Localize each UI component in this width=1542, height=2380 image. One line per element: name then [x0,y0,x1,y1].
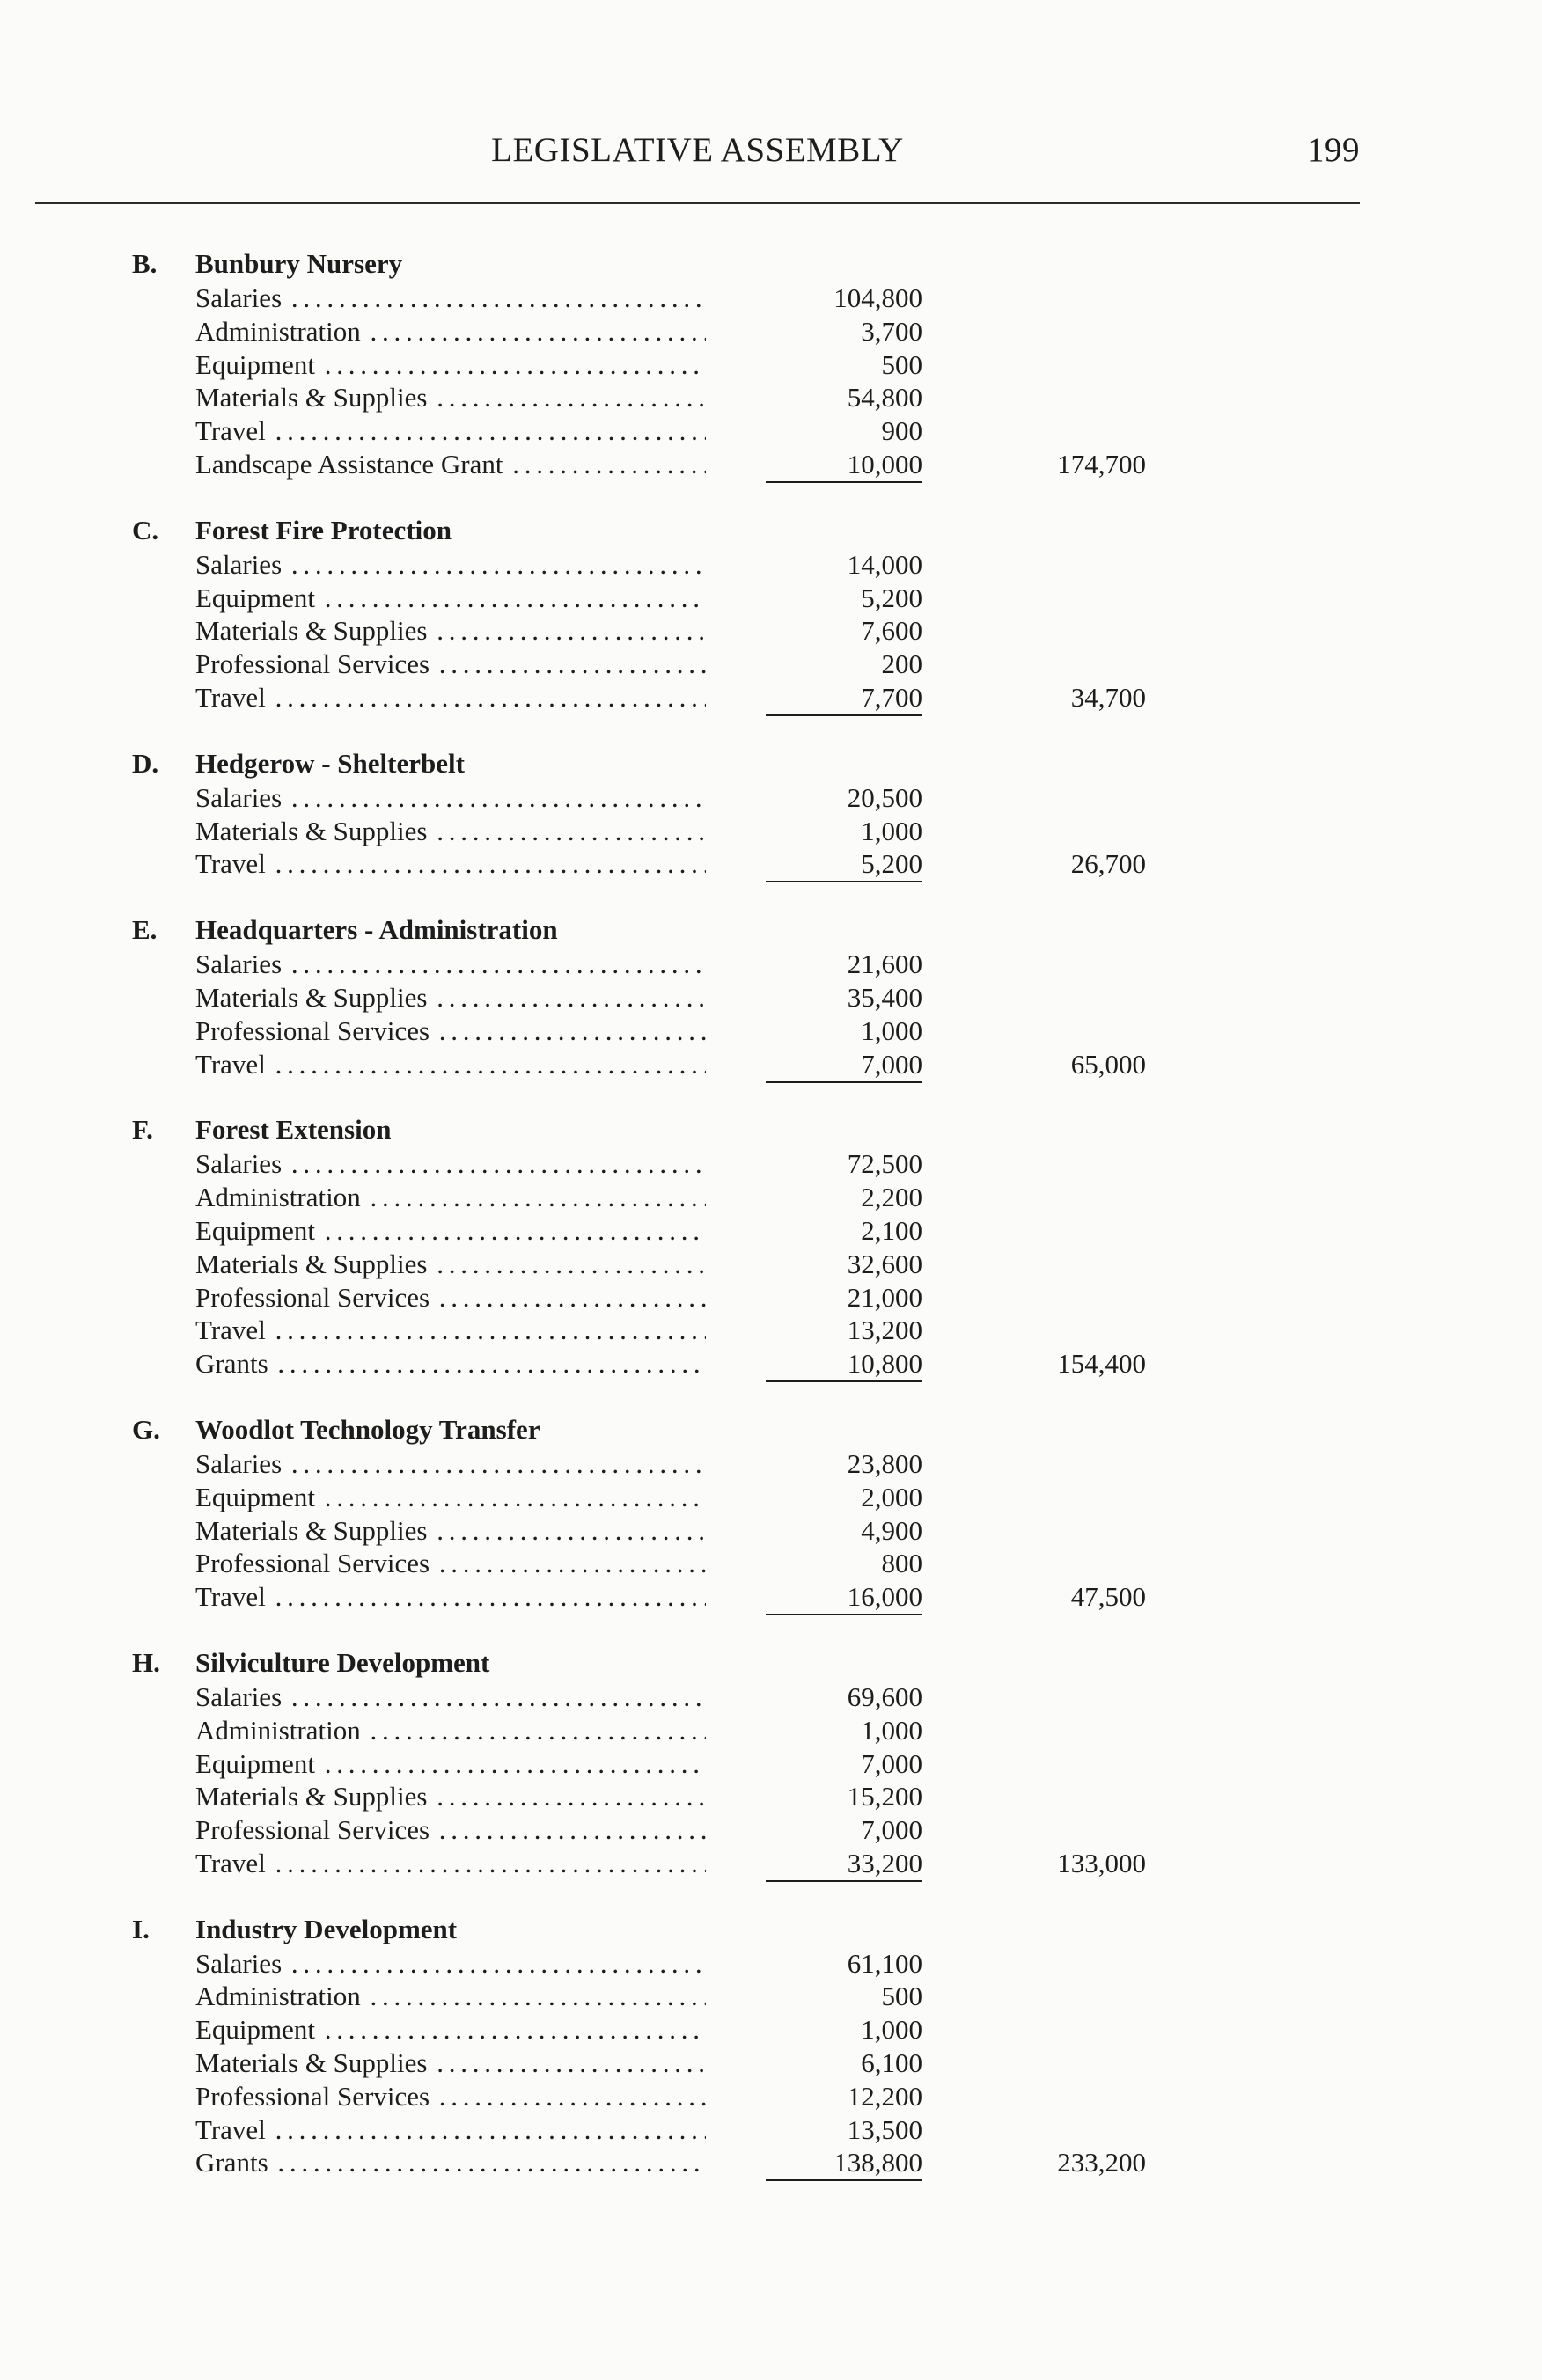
item-amount-value: 72,500 [847,1148,922,1180]
item-amount-value: 20,500 [847,781,922,813]
line-item [0,1214,1542,1248]
section-title: Silviculture Development [195,1646,490,1678]
budget-section [0,911,1542,1080]
item-label: Professional Services . . . [195,2080,706,2113]
section-heading [0,1110,1542,1147]
item-amount [766,1347,922,1382]
estimates-list [0,245,1542,2209]
budget-section [0,1910,1542,2180]
item-amount-value: 7,000 [861,1814,922,1846]
item-amount [766,448,922,483]
section-total: 154,400 [1057,1348,1146,1380]
item-amount-value: 138,800 [766,2148,922,2181]
item-label: Materials & Supplies . . . [195,614,706,648]
line-item [0,1547,1542,1580]
item-label: Materials & Supplies . . . [195,381,706,414]
item-amount [766,1980,922,2013]
item-amount [766,1747,922,1781]
line-item [0,981,1542,1014]
line-item [0,1980,1542,2013]
item-amount [766,1181,922,1214]
item-amount-value: 800 [881,1548,922,1579]
budget-section [0,1110,1542,1380]
item-label: Salaries . . . [195,1147,706,1181]
item-amount [766,315,922,348]
item-label: Materials & Supplies . . . [195,2047,706,2080]
line-item [0,781,1542,815]
item-label: Materials & Supplies . . . [195,1248,706,1281]
section-title: Bunbury Nursery [195,248,403,279]
section-title: Industry Development [195,1913,458,1944]
line-item [0,1947,1542,1981]
section-title: Headquarters - Administration [195,914,558,946]
line-item [0,1281,1542,1314]
section-total: 133,000 [1057,1847,1146,1878]
item-amount-value: 2,000 [861,1481,922,1512]
item-amount [766,582,922,615]
line-item [0,348,1542,382]
section-heading [0,245,1542,282]
item-label: Travel . . . [195,2113,706,2147]
section-total: 26,700 [1070,848,1146,880]
item-amount [766,2047,922,2080]
item-label: Equipment . . . [195,348,706,382]
item-amount [766,681,922,716]
item-amount [766,1780,922,1813]
item-amount-value: 4,900 [861,1514,922,1546]
item-amount [766,1681,922,1714]
item-amount-value: 21,000 [847,1281,922,1313]
item-label: Salaries . . . [195,781,706,815]
item-amount-value: 13,500 [847,2113,922,2145]
line-item [0,948,1542,981]
line-item [0,1248,1542,1281]
line-item [0,1147,1542,1181]
item-label: Travel . . . [195,1580,706,1614]
item-amount-value: 12,200 [847,2080,922,2112]
section-heading [0,744,1542,781]
item-amount-value: 104,800 [833,282,922,313]
line-item [0,1514,1542,1548]
item-amount-value: 35,400 [847,981,922,1013]
item-amount-value: 7,000 [861,1747,922,1779]
item-label: Administration . . . [195,1181,706,1214]
item-amount-value: 500 [881,1981,922,2012]
item-amount [766,2013,922,2047]
item-amount-value: 7,600 [861,615,922,647]
item-label: Administration . . . [195,1714,706,1747]
item-amount-value: 1,000 [861,2014,922,2046]
item-amount-value: 2,100 [861,1214,922,1246]
item-amount [766,1847,922,1882]
item-label: Materials & Supplies . . . [195,1780,706,1813]
item-label: Travel . . . [195,1314,706,1347]
item-amount-value: 5,200 [766,849,922,882]
item-label: Administration . . . [195,1980,706,2013]
item-label: Salaries . . . [195,548,706,582]
item-label: Salaries . . . [195,1681,706,1714]
section-letter: I. [132,1913,150,1944]
line-item [0,548,1542,582]
section-letter: G. [132,1413,160,1445]
budget-section [0,1410,1542,1614]
page-number: 199 [1307,131,1360,169]
budget-section [0,511,1542,714]
item-label: Travel . . . [195,1048,706,1081]
item-amount-value: 54,800 [847,382,922,414]
item-amount-value: 2,200 [861,1182,922,1213]
line-item [0,414,1542,448]
item-amount [766,414,922,448]
line-item [0,1681,1542,1714]
line-item [0,315,1542,348]
item-label: Professional Services . . . [195,1014,706,1048]
section-heading [0,511,1542,548]
item-amount [766,2113,922,2147]
section-title: Forest Extension [195,1114,392,1146]
line-item [0,2146,1542,2179]
page-title: LEGISLATIVE ASSEMBLY [491,131,904,169]
item-amount [766,348,922,382]
line-item [0,448,1542,481]
item-amount [766,1248,922,1281]
line-item [0,381,1542,414]
item-amount-value: 5,200 [861,582,922,613]
item-label: Professional Services . . . [195,648,706,681]
item-label: Equipment . . . [195,1481,706,1514]
item-amount [766,1281,922,1314]
item-label: Materials & Supplies . . . [195,1514,706,1548]
item-amount [766,1147,922,1181]
section-letter: C. [132,514,159,546]
item-amount [766,614,922,648]
item-amount-value: 69,600 [847,1681,922,1712]
item-label: Landscape Assistance Grant . . . [195,448,706,481]
section-heading [0,1910,1542,1947]
item-label: Travel . . . [195,847,706,881]
item-label: Grants . . . [195,2146,706,2179]
item-amount-value: 200 [881,648,922,680]
line-item [0,1813,1542,1847]
item-amount-value: 23,800 [847,1447,922,1479]
section-letter: F. [132,1114,153,1146]
item-label: Equipment . . . [195,2013,706,2047]
item-amount [766,847,922,882]
item-label: Salaries . . . [195,948,706,981]
item-amount-value: 32,600 [847,1248,922,1279]
section-total: 65,000 [1070,1048,1146,1080]
section-heading [0,911,1542,948]
item-amount-value: 33,200 [766,1849,922,1882]
budget-section [0,744,1542,881]
line-item [0,2013,1542,2047]
line-item [0,1314,1542,1347]
section-title: Woodlot Technology Transfer [195,1413,540,1445]
item-amount [766,781,922,815]
item-amount-value: 900 [881,415,922,447]
item-amount-value: 1,000 [861,1014,922,1046]
item-amount-value: 16,000 [766,1582,922,1615]
line-item [0,1347,1542,1380]
line-item [0,2080,1542,2113]
budget-section [0,245,1542,481]
item-amount-value: 15,200 [847,1781,922,1812]
item-amount-value: 14,000 [847,548,922,580]
item-amount-value: 6,100 [861,2047,922,2079]
item-amount-value: 7,000 [766,1050,922,1083]
item-amount-value: 1,000 [861,1714,922,1746]
section-title: Forest Fire Protection [195,514,452,546]
section-heading [0,1410,1542,1447]
item-amount [766,1547,922,1580]
section-heading [0,1644,1542,1681]
line-item [0,1780,1542,1813]
item-label: Equipment . . . [195,1747,706,1781]
page-header [35,130,1360,183]
line-item [0,582,1542,615]
item-label: Salaries . . . [195,1447,706,1481]
item-amount [766,1214,922,1248]
item-amount [766,648,922,681]
line-item [0,681,1542,714]
section-letter: E. [132,914,158,946]
item-label: Salaries . . . [195,1947,706,1981]
item-amount [766,2080,922,2113]
item-amount-value: 3,700 [861,315,922,347]
item-amount [766,1481,922,1514]
item-amount [766,1447,922,1481]
line-item [0,1014,1542,1048]
line-item [0,847,1542,881]
item-amount [766,2146,922,2181]
line-item [0,2047,1542,2080]
item-amount [766,981,922,1014]
section-letter: H. [132,1646,160,1678]
item-amount-value: 13,200 [847,1314,922,1346]
item-amount [766,1714,922,1747]
item-label: Professional Services . . . [195,1547,706,1580]
item-label: Professional Services . . . [195,1281,706,1314]
line-item [0,815,1542,848]
item-label: Grants . . . [195,1347,706,1380]
line-item [0,648,1542,681]
section-letter: B. [132,248,158,279]
item-label: Equipment . . . [195,582,706,615]
item-label: Administration . . . [195,315,706,348]
item-label: Travel . . . [195,681,706,714]
section-total: 47,500 [1070,1581,1146,1613]
item-label: Equipment . . . [195,1214,706,1248]
item-amount-value: 10,000 [766,450,922,483]
item-label: Materials & Supplies . . . [195,815,706,848]
item-amount-value: 500 [881,348,922,380]
item-amount [766,1048,922,1083]
item-label: Materials & Supplies . . . [195,981,706,1014]
section-letter: D. [132,747,159,779]
section-total: 233,200 [1057,2147,1146,2179]
section-total: 34,700 [1070,681,1146,713]
line-item [0,1714,1542,1747]
item-amount [766,815,922,848]
item-amount-value: 10,800 [766,1349,922,1382]
item-amount-value: 7,700 [766,683,922,716]
item-amount [766,948,922,981]
section-total: 174,700 [1057,448,1146,480]
item-amount-value: 21,600 [847,948,922,980]
line-item [0,2113,1542,2147]
item-amount [766,548,922,582]
line-item [0,1747,1542,1781]
line-item [0,1481,1542,1514]
item-label: Travel . . . [195,1847,706,1880]
item-amount [766,1947,922,1981]
item-amount [766,1514,922,1548]
header-rule [35,202,1360,204]
section-title: Hedgerow - Shelterbelt [195,747,465,779]
line-item [0,614,1542,648]
line-item [0,1847,1542,1880]
line-item [0,1580,1542,1614]
item-label: Travel . . . [195,414,706,448]
item-amount-value: 1,000 [861,815,922,846]
budget-section [0,1644,1542,1880]
item-amount [766,1813,922,1847]
item-amount [766,1014,922,1048]
line-item [0,1048,1542,1081]
item-amount-value: 61,100 [847,1947,922,1979]
item-amount [766,1314,922,1347]
item-label: Professional Services . . . [195,1813,706,1847]
item-amount [766,282,922,315]
line-item [0,282,1542,315]
item-label: Salaries . . . [195,282,706,315]
line-item [0,1181,1542,1214]
line-item [0,1447,1542,1481]
item-amount [766,381,922,414]
item-amount [766,1580,922,1615]
